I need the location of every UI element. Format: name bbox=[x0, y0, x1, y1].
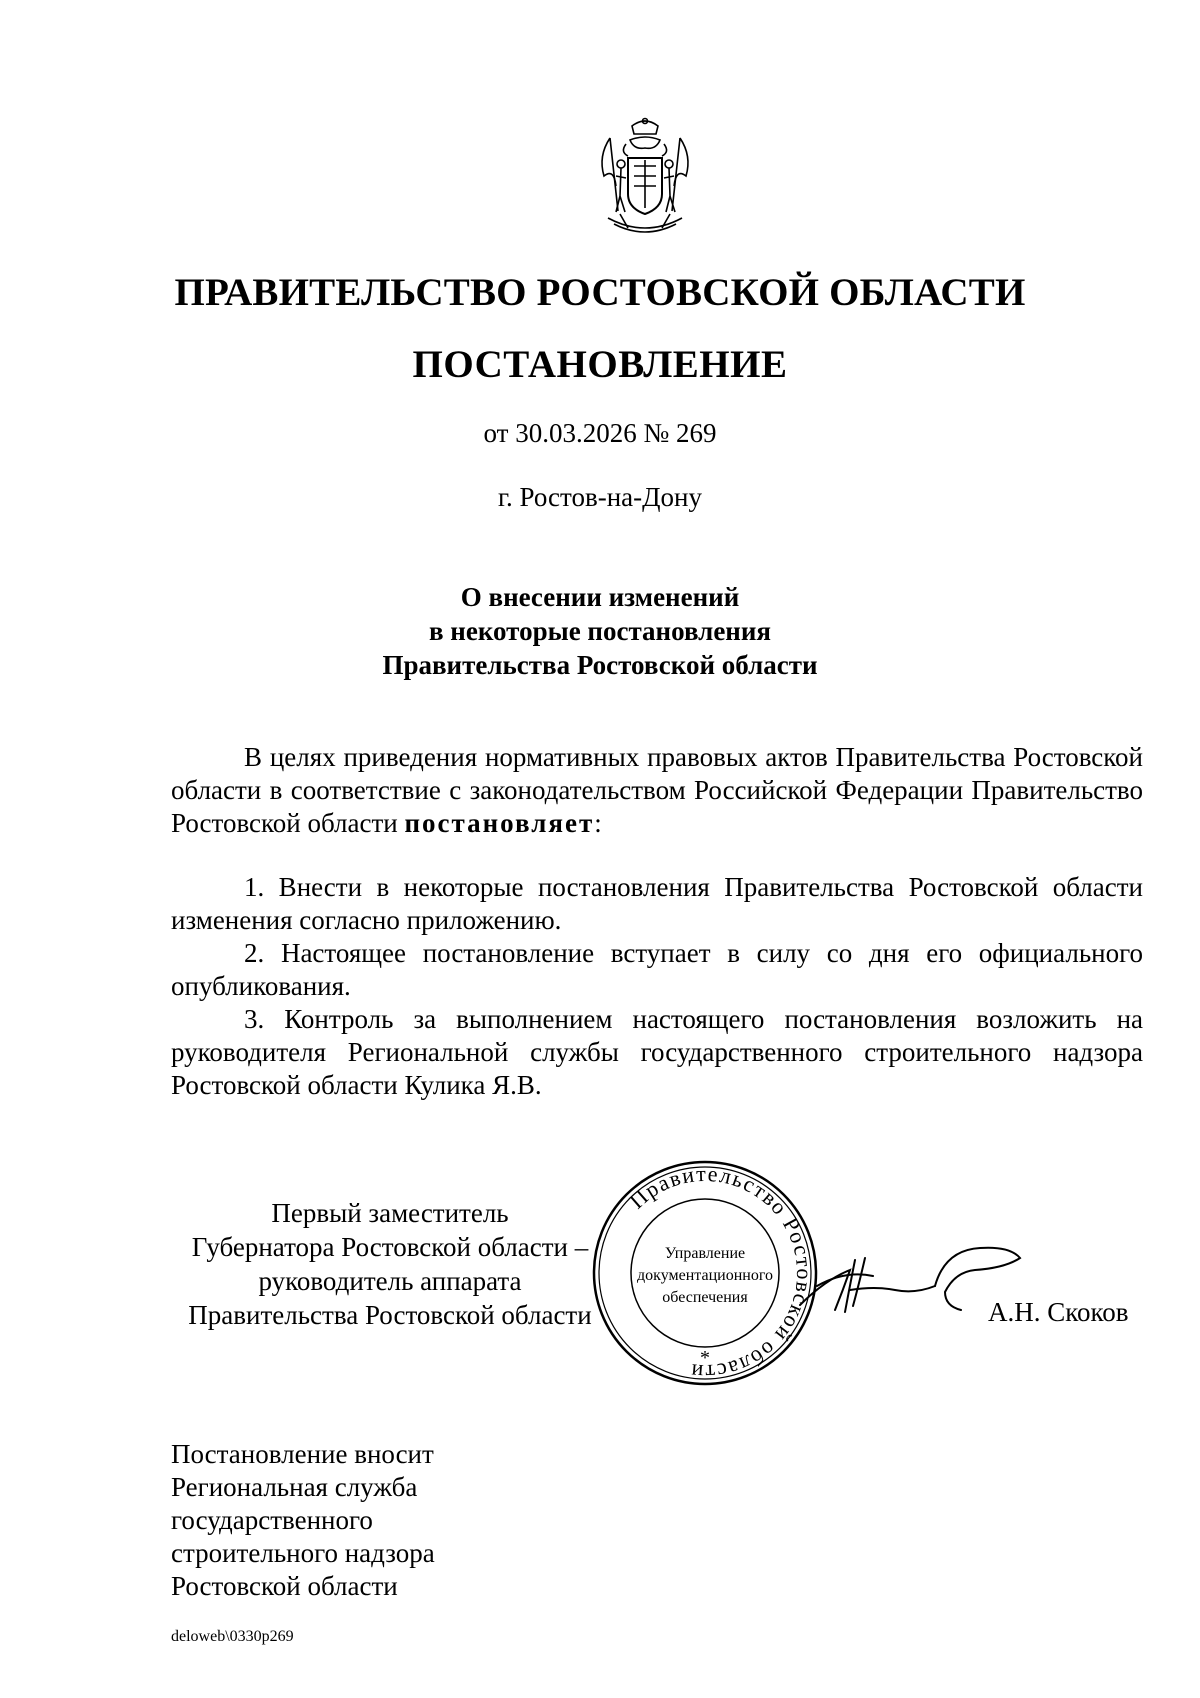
seal-star: * bbox=[700, 1347, 710, 1369]
coat-of-arms-icon bbox=[590, 116, 700, 241]
intro-emphasis: постановляет bbox=[404, 808, 595, 838]
official-seal-icon bbox=[590, 1158, 820, 1388]
subject-line: в некоторые постановления bbox=[428, 616, 772, 646]
seal-center-line: обеспечения bbox=[662, 1289, 748, 1306]
list-item: 1. Внести в некоторые постановления Правительства Ростовской области изменения согласно приложению. bbox=[171, 872, 1143, 935]
position-line: Губернатора Ростовской области – bbox=[191, 1232, 589, 1262]
note-line: государственного bbox=[171, 1505, 373, 1535]
signer-name: А.Н. Скоков bbox=[988, 1297, 1129, 1327]
intro-body: В целях приведения нормативных правовых актов Правительства Ростовской области в соответствие с законодательством Российской Федерации Правительство Ростовской области bbox=[171, 742, 1143, 838]
date-and-number: от 30.03.2026 № 269 bbox=[483, 418, 717, 448]
seal-center-line: Управление bbox=[664, 1245, 746, 1262]
note-line: строительного надзора bbox=[171, 1538, 435, 1568]
organization-title: ПРАВИТЕЛЬСТВО РОСТОВСКОЙ ОБЛАСТИ bbox=[174, 271, 1026, 314]
seal-ring-text: Правительство Ростовской области bbox=[624, 1160, 818, 1386]
position-line: руководитель аппарата bbox=[258, 1266, 522, 1296]
note-line: Региональная служба bbox=[171, 1472, 418, 1502]
document-code: deloweb\0330p269 bbox=[171, 1628, 294, 1645]
note-line: Постановление вносит bbox=[171, 1439, 434, 1469]
subject-line: О внесении изменений bbox=[460, 582, 740, 612]
list-item: 3. Контроль за выполнением настоящего постановления возложить на руководителя Региональной службы государственного строительного надзора Ростовской области Кулика Я.В. bbox=[171, 1004, 1143, 1100]
position-line: Первый заместитель bbox=[271, 1198, 509, 1228]
resolution-items bbox=[171, 871, 1143, 1102]
intro-text bbox=[171, 741, 1143, 840]
city: г. Ростов-на-Дону bbox=[497, 482, 702, 512]
document-subject bbox=[0, 580, 1200, 682]
intro-paragraph bbox=[171, 741, 1143, 840]
submitted-by-note bbox=[171, 1438, 435, 1603]
subject-line: Правительства Ростовской области bbox=[382, 650, 818, 680]
seal-center-line: документационного bbox=[637, 1267, 773, 1284]
position-line: Правительства Ростовской области bbox=[188, 1300, 592, 1330]
intro-tail: : bbox=[594, 808, 602, 838]
note-line: Ростовской области bbox=[171, 1571, 398, 1601]
document-type: ПОСТАНОВЛЕНИЕ bbox=[412, 343, 788, 386]
signatory-position bbox=[150, 1196, 630, 1332]
list-item: 2. Настоящее постановление вступает в силу со дня его официального опубликования. bbox=[171, 938, 1143, 1001]
